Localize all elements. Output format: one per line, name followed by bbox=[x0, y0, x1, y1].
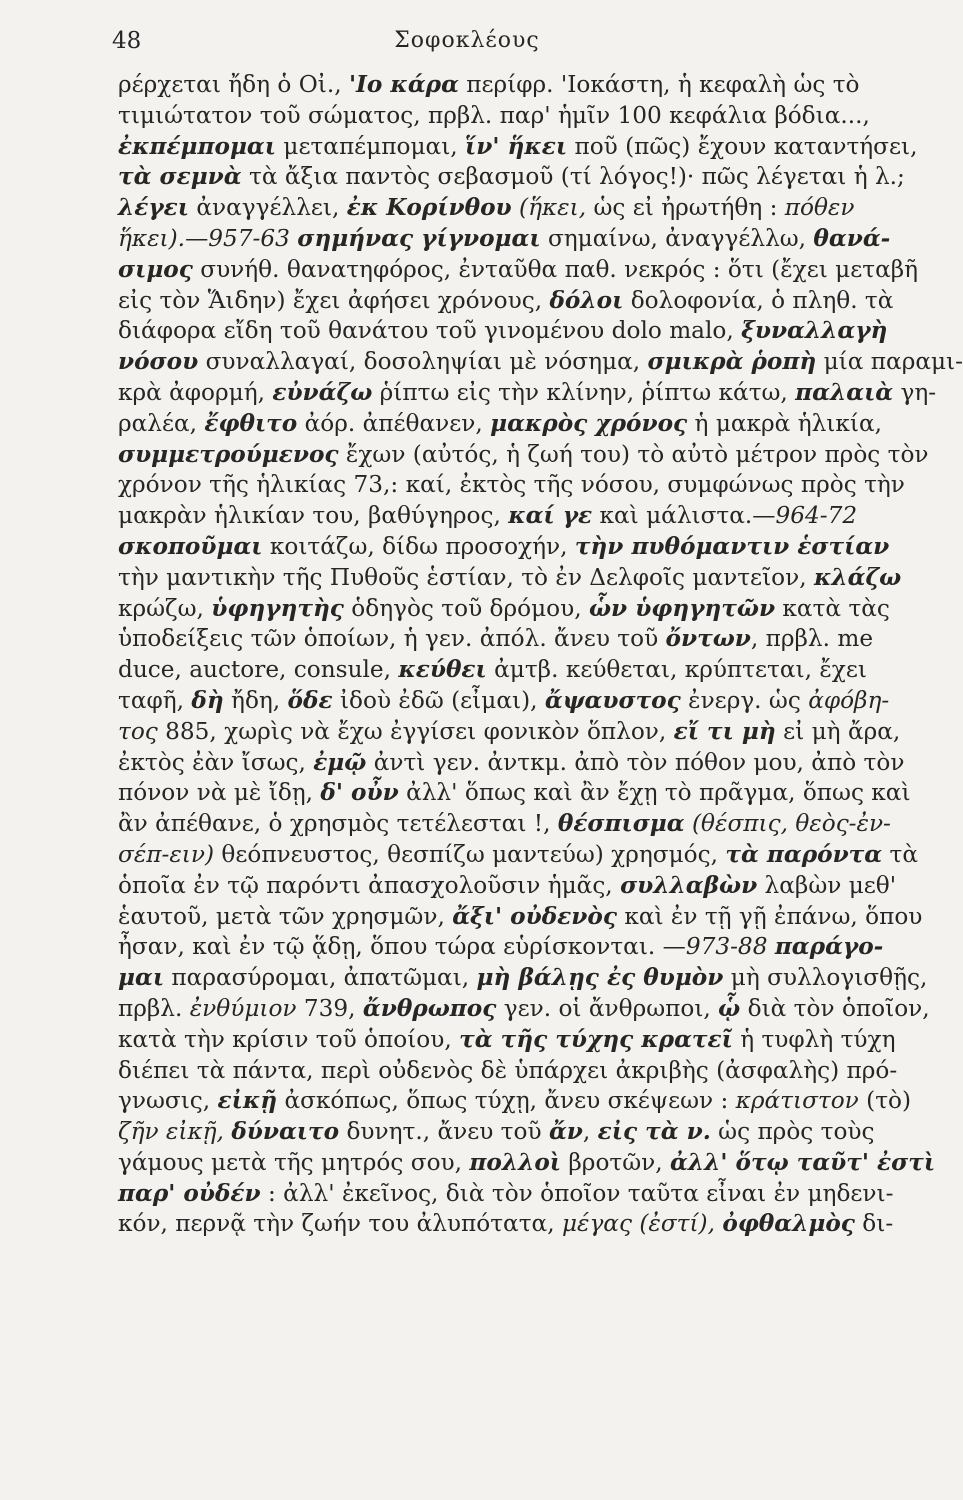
text-line: ὑποδείξεις τῶν ὁποίων, ἡ γεν. ἀπόλ. ἄνευ τοῦ ὄντων, πρβλ. me bbox=[118, 625, 874, 653]
text-line: συμμετρούμενος ἔχων (αὐτός, ἡ ζωή του) τὸ αὐτὸ μέτρον πρὸς τὸν bbox=[118, 440, 929, 468]
text-line: τιμιώτατον τοῦ σώματος, πρβλ. παρ' ἡμῖν 100 κεφάλια βόδια..., bbox=[118, 101, 870, 129]
text-line: τὴν μαντικὴν τῆς Πυθοῦς ἑστίαν, τὸ ἐν Δελφοῖς μαντεῖον, κλάζω bbox=[118, 563, 902, 591]
text-line: σιμος συνήθ. θανατηφόρος, ἐνταῦθα παθ. νεκρός : ὅτι (ἔχει μεταβῆ bbox=[118, 255, 919, 283]
text-line: παρ' οὐδέν : ἀλλ' ἐκεῖνος, διὰ τὸν ὁποῖον ταῦτα εἶναι ἐν μηδενι- bbox=[118, 1179, 894, 1207]
text-line: γάμους μετὰ τῆς μητρός σου, πολλοὶ βροτῶν, ἀλλ' ὅτῳ ταῦτ' ἐστὶ bbox=[118, 1148, 936, 1176]
page-number: 48 bbox=[112, 28, 142, 54]
text-line: πόνον νὰ μὲ ἴδῃ, δ' οὖν ἀλλ' ὅπως καὶ ἂν ἔχῃ τὸ πρᾶγμα, ὅπως καὶ bbox=[118, 779, 911, 807]
text-line: γνωσις, εἰκῇ ἀσκόπως, ὅπως τύχῃ, ἄνευ σκέψεων : κράτιστον (τὸ) bbox=[118, 1087, 912, 1115]
text-line: duce, auctore, consule, κεύθει ἀμτβ. κεύθεται, κρύπτεται, ἔχει bbox=[118, 656, 867, 684]
text-line: κόν, περνᾷ τὴν ζωήν του ἀλυπότατα, μέγας (ἐστί), ὀφθαλμὸς δι- bbox=[118, 1210, 894, 1238]
text-line: σκοποῦμαι κοιτάζω, δίδω προσοχήν, τὴν πυθόμαντιν ἑστίαν bbox=[118, 532, 890, 560]
running-title: Σοφοκλέους bbox=[394, 28, 540, 53]
text-line: ζῆν εἰκῇ, δύναιτο δυνητ., ἄνευ τοῦ ἄν, εἰς τὰ ν. ὡς πρὸς τοὺς bbox=[118, 1118, 875, 1146]
text-line: μακρὰν ἡλικίαν του, βαθύγηρος, καί γε καὶ μάλιστα.—964-72 bbox=[118, 502, 858, 530]
text-line: ἦσαν, καὶ ἐν τῷ ᾅδῃ, ὅπου τώρα εὑρίσκονται. —973-88 παράγο- bbox=[118, 933, 884, 961]
text-line: ρέρχεται ἤδη ὁ Οἰ., 'Ιο κάρα περίφρ. 'Ιοκάστη, ἡ κεφαλὴ ὡς τὸ bbox=[118, 71, 860, 98]
text-line: νόσου συναλλαγαί, δοσοληψίαι μὲ νόσημα, σμικρὰ ῥοπὴ μία παραμι- bbox=[118, 348, 963, 376]
text-line: εἰς τὸν Ἅιδην) ἔχει ἀφήσει χρόνους, δόλοι δολοφονία, ὁ πληθ. τὰ bbox=[118, 286, 894, 314]
text-line: διέπει τὰ πάντα, περὶ οὐδενὸς δὲ ὑπάρχει ἀκριβὴς (ἀσφαλὴς) πρό- bbox=[118, 1056, 898, 1084]
text-line: ταφῆ, δὴ ἤδη, ὅδε ἰδοὺ ἐδῶ (εἶμαι), ἄψαυστος ἐνεργ. ὡς ἀφόβη- bbox=[118, 686, 890, 714]
text-line: κρώζω, ὑφηγητὴς ὁδηγὸς τοῦ δρόμου, ὧν ὑφηγητῶν κατὰ τὰς bbox=[118, 594, 890, 622]
text-line: ἐκτὸς ἐὰν ἴσως, ἐμῷ ἀντὶ γεν. ἀντκμ. ἀπὸ τὸν πόθον μου, ἀπὸ τὸν bbox=[118, 748, 905, 776]
text-line: χρόνον τῆς ἡλικίας 73,: καί, ἐκτὸς τῆς νόσου, συμφώνως πρὸς τὴν bbox=[118, 471, 905, 499]
text-line: ἥκει).—957-63 σημήνας γίγνομαι σημαίνω, ἀναγγέλλω, θανά- bbox=[118, 224, 891, 252]
text-line: λέγει ἀναγγέλλει, ἐκ Κορίνθου (ἥκει, ὡς εἰ ἠρωτήθη : πόθεν bbox=[118, 194, 855, 222]
text-line: ραλέα, ἔφθιτο ἀόρ. ἀπέθανεν, μακρὸς χρόνος ἡ μακρὰ ἡλικία, bbox=[118, 409, 882, 437]
text-line: ἑαυτοῦ, μετὰ τῶν χρησμῶν, ἄξι' οὐδενὸς καὶ ἐν τῇ γῇ ἐπάνω, ὅπου bbox=[118, 902, 923, 930]
text-line: κατὰ τὴν κρίσιν τοῦ ὁποίου, τὰ τῆς τύχης κρατεῖ ἡ τυφλὴ τύχη bbox=[118, 1025, 896, 1053]
text-line: ὁποῖα ἐν τῷ παρόντι ἀπασχολοῦσιν ἡμᾶς, συλλαβὼν λαβὼν μεθ' bbox=[118, 871, 897, 899]
page-header bbox=[112, 28, 822, 64]
text-line: πρβλ. ἐνθύμιον 739, ἄνθρωπος γεν. οἱ ἄνθρωποι, ᾧ διὰ τὸν ὁποῖον, bbox=[118, 994, 930, 1022]
commentary-text bbox=[118, 70, 963, 1240]
text-line: ἂν ἀπέθανε, ὁ χρησμὸς τετέλεσται !, θέσπισμα (θέσπις, θεὸς-ἐν- bbox=[118, 810, 891, 838]
text-line: διάφορα εἴδη τοῦ θανάτου τοῦ γινομένου dolo malo, ξυναλλαγὴ bbox=[118, 317, 888, 345]
text-line: σέπ-ειν) θεόπνευστος, θεσπίζω μαντεύω) χρησμός, τὰ παρόντα τὰ bbox=[118, 840, 918, 868]
text-line: ἐκπέμπομαι μεταπέμπομαι, ἵν' ἥκει ποῦ (πῶς) ἔχουν καταντήσει, bbox=[118, 132, 918, 160]
text-line: κρὰ ἀφορμή, εὐνάζω ῥίπτω εἰς τὴν κλίνην, ῥίπτω κάτω, παλαιὰ γη- bbox=[118, 378, 937, 406]
text-line: μαι παρασύρομαι, ἀπατῶμαι, μὴ βάλῃς ἐς θυμὸν μὴ συλλογισθῇς, bbox=[118, 964, 928, 992]
text-line: τος 885, χωρὶς νὰ ἔχω ἐγγίσει φονικὸν ὅπλον, εἴ τι μὴ εἰ μὴ ἄρα, bbox=[118, 717, 901, 745]
text-line: τὰ σεμνὰ τὰ ἄξια παντὸς σεβασμοῦ (τί λόγος!)· πῶς λέγεται ἡ λ.; bbox=[118, 163, 905, 191]
